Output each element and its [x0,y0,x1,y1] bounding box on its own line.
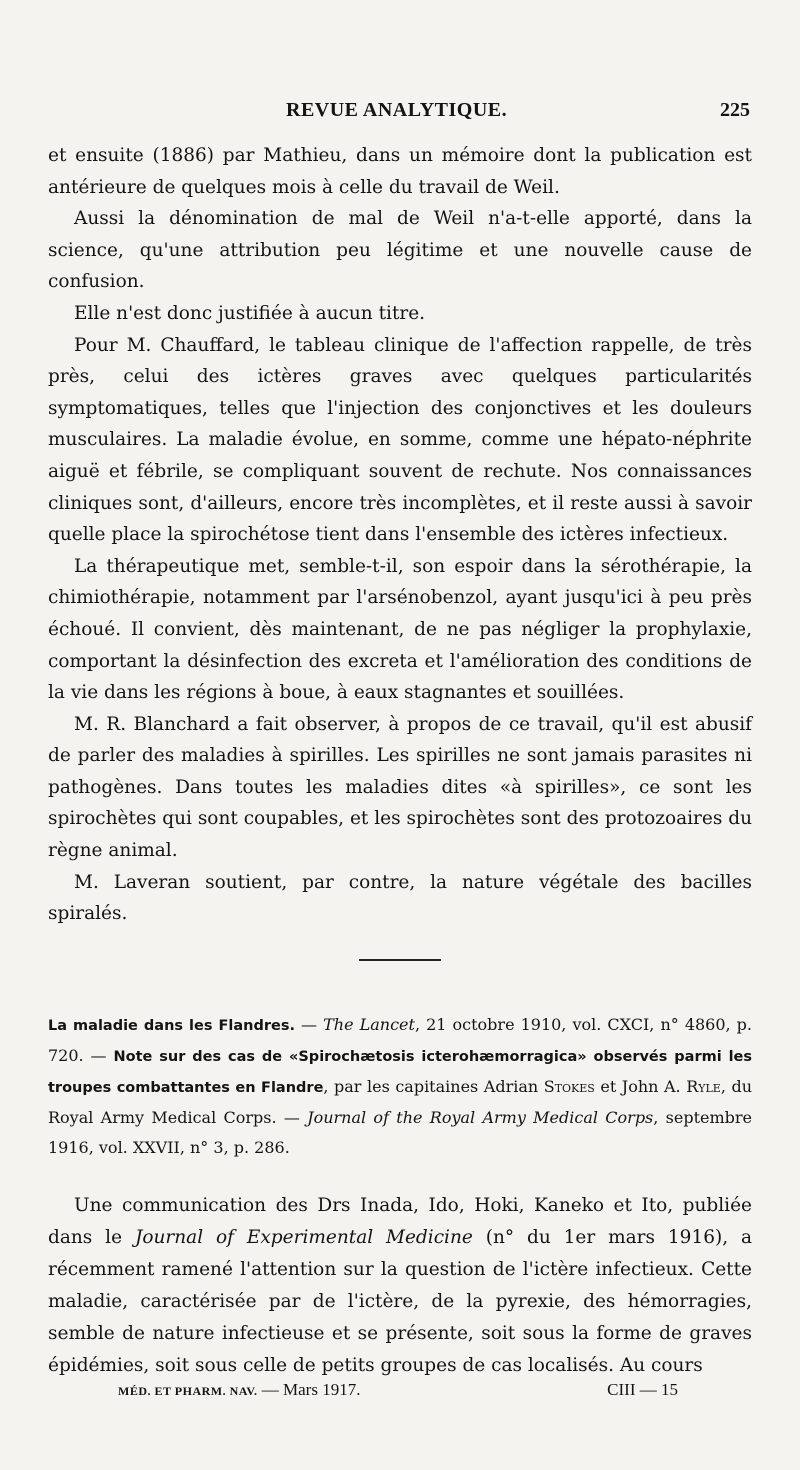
summary-pre: Une communication des Drs Inada, Ido, Hoki, Kaneko et Ito, publiée dans le [48,1195,752,1248]
ref-author-1: Stokes [543,1077,595,1096]
paragraph-4: Pour M. Chauffard, le tableau clinique de l'affection rappelle, de très près, celui des ictères graves avec quelques particularités symptomatiques, telles que l'injection des conjonctives et les douleurs musculaires. La maladie évolue, en somme, comme une hépato-néphrite aiguë et fébrile, se compliquant souvent de rechute. Nos connaissances cliniques sont, d'ailleurs, encore très incomplètes, et il reste aussi à savoir quelle place la spirochétose tient dans l'ensemble des ictères infectieux. [48,334,752,546]
section-divider [359,959,441,961]
paragraph-6: M. R. Blanchard a fait observer, à propos de ce travail, qu'il est abusif de parler des maladies à spirilles. Les spirilles ne sont jamais parasites ni pathogènes. Dans toutes les maladies dites «à spirilles», ce sont les spirochètes qui sont coupables, et les spirochètes sont des protozoaires du règne animal. [48,713,752,862]
footer-signature: CIII — 15 [607,1380,678,1399]
footer-citation [118,1380,360,1400]
ref-title-2: Note sur des cas de «Spirochætosis icterohæmorragica» observés parmi les troupes combattantes en Flandre [48,1049,752,1096]
ref-authors-mid: et John A. [594,1077,687,1096]
paragraph-3: Elle n'est donc justifiée à aucun titre. [74,302,426,324]
footer-date: — Mars 1917. [257,1380,361,1399]
ref-journal-2: Journal of the Royal Army Medical Corps [307,1108,654,1127]
ref-journal-1: The Lancet [323,1015,415,1034]
summary-post: (n° du 1er mars 1916), a récemment ramené l'attention sur la question de l'ictère infectieux. Cette maladie, caractérisée par de l'ictère, de la pyrexie, des hémorragies, semble de nature infectieuse et se présente, soit sous la forme de graves épidémies, soit sous celle de petits groupes de cas localisés. Au cours [48,1227,752,1376]
ref-author-2: Ryle [686,1077,721,1096]
page-footer [118,1380,678,1410]
ref-title-1: La maladie dans les Flandres. [48,1018,295,1034]
paragraph-2: Aussi la dénomination de mal de Weil n'a-t-elle apporté, dans la science, qu'une attribution peu légitime et une nouvelle cause de confusion. [48,208,752,293]
page-header [50,93,750,133]
summary-journal: Journal of Experimental Medicine [134,1227,473,1248]
ref-dash: — [294,1015,324,1034]
running-title: REVUE ANALYTIQUE. [286,99,508,121]
ref-citation-1: , 21 octobre 1910, vol. CXCI, n° 4860, p. 720. — [48,1015,753,1065]
page-number: 225 [720,99,750,121]
bibliographic-reference [48,1010,752,1163]
paragraph-7: M. Laveran soutient, par contre, la nature végétale des bacilles spiralés. [48,871,752,925]
summary-paragraph [48,1190,752,1382]
ref-authors-post: , du Royal Army Medical Corps. — [48,1077,753,1127]
ref-authors-pre: , par les capitaines Adrian [323,1077,544,1096]
main-text [48,140,752,930]
footer-journal: MÉD. ET PHARM. NAV. [118,1384,258,1398]
paragraph-5: La thérapeutique met, semble-t-il, son espoir dans la sérothérapie, la chimiothérapie, notamment par l'arsénobenzol, ayant jusqu'ici à peu près échoué. Il convient, dès maintenant, de ne pas négliger la prophylaxie, comportant la désinfection des excreta et l'amélioration des conditions de la vie dans les régions à boue, à eaux stagnantes et souillées. [48,555,752,704]
paragraph-1: et ensuite (1886) par Mathieu, dans un mémoire dont la publication est antérieure de quelques mois à celle du travail de Weil. [48,145,752,198]
summary-text [48,1190,752,1382]
ref-citation-2: , septembre 1916, vol. XXVII, n° 3, p. 286. [48,1108,752,1157]
